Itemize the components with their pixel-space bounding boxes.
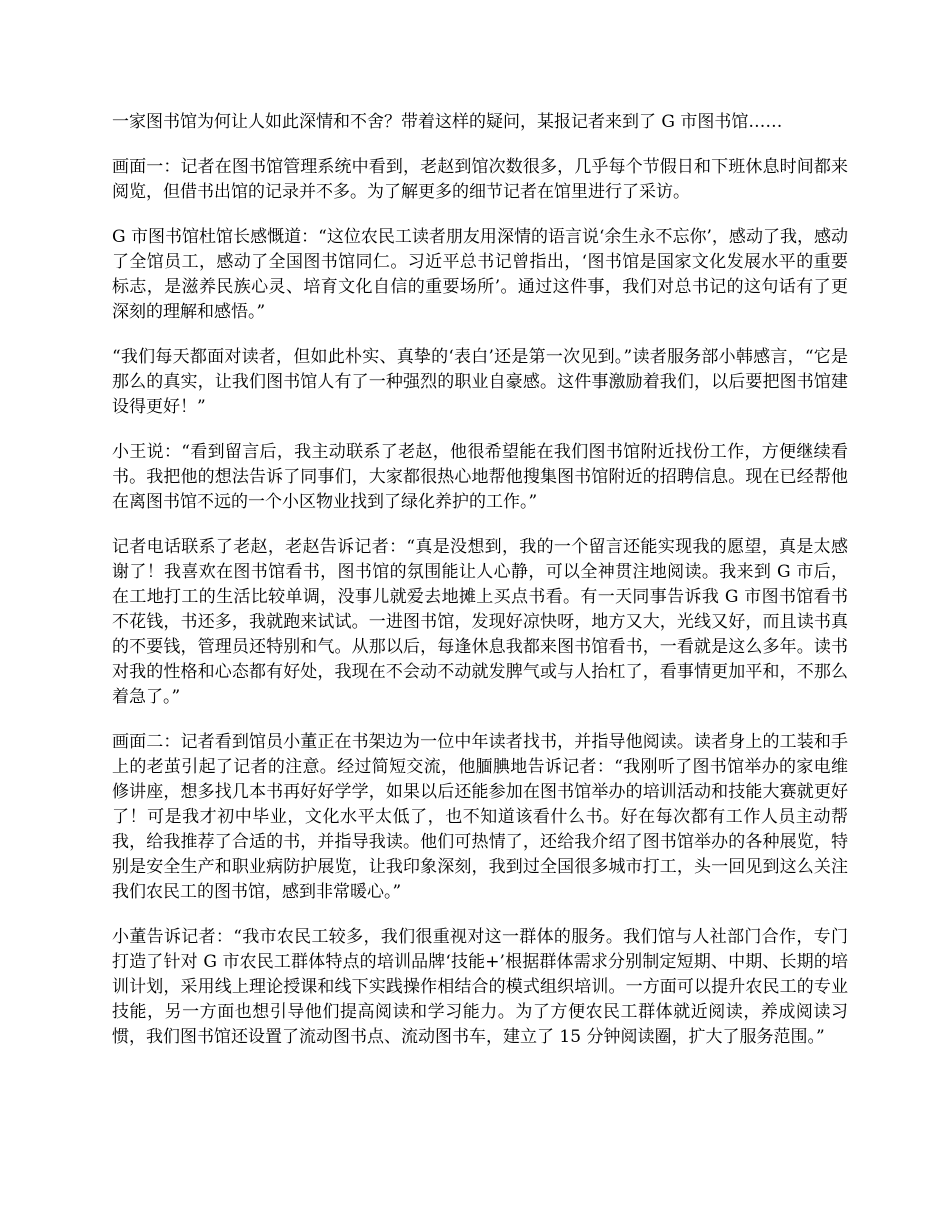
paragraph-scene-one: 画面一：记者在图书馆管理系统中看到，老赵到馆次数很多，几乎每个节假日和下班休息时间都来阅览，但借书出馆的记录并不多。为了解更多的细节记者在馆里进行了采访。 [112, 157, 848, 202]
paragraph-lao-zhao: 记者电话联系了老赵，老赵告诉记者：“真是没想到，我的一个留言还能实现我的愿望，真是太感谢了！我喜欢在图书馆看书，图书馆的氛围能让人心静，可以全神贯注地阅读。我来到 G 市后，在工地打工的生活比较单调，没事儿就爱去地摊上买点书看。有一天同事告诉我 G 市图书馆看书不花钱，书还多，我就跑来试试。一进图书馆，发现好凉快呀，地方又大，光线又好，而且读书真的不要钱，管理员还特别和气。从那以后，每逢休息我都来图书馆看书，一看就是这么多年。读书对我的性格和心态都有好处，我现在不会动不动就发脾气或与人抬杠了，看事情更加平和，不那么着急了。” [112, 537, 848, 707]
paragraph-curator-du: G 市图书馆杜馆长感慨道：“这位农民工读者朋友用深情的语言说‘余生永不忘你’，感动了我，感动了全馆员工，感动了全国图书馆同仁。习近平总书记曾指出，‘图书馆是国家文化发展水平的重要标志，是滋养民族心灵、培育文化自信的重要场所’。通过这件事，我们对总书记的这句话有了更深刻的理解和感悟。” [112, 227, 848, 322]
paragraph-xiao-wang: 小王说：“看到留言后，我主动联系了老赵，他很希望能在我们图书馆附近找份工作，方便继续看书。我把他的想法告诉了同事们，大家都很热心地帮他搜集图书馆附近的招聘信息。现在已经帮他在离图书馆不远的一个小区物业找到了绿化养护的工作。” [112, 442, 848, 512]
paragraph-xiao-dong: 小董告诉记者：“我市农民工较多，我们很重视对这一群体的服务。我们馆与人社部门合作，专门打造了针对 G 市农民工群体特点的培训品牌‘技能+’根据群体需求分别制定短期、中期、长期的培训计划，采用线上理论授课和线下实践操作相结合的模式组织培训。一方面可以提升农民工的专业技能，另一方面也想引导他们提高阅读和学习能力。为了方便农民工群体就近阅读，养成阅读习惯，我们图书馆还设置了流动图书点、流动图书车，建立了 15 分钟阅读圈，扩大了服务范围。” [112, 927, 848, 1047]
document-body [112, 110, 848, 1070]
paragraph-intro: 一家图书馆为何让人如此深情和不舍？带着这样的疑问，某报记者来到了 G 市图书馆…… [112, 112, 783, 132]
paragraph-xiao-han: “我们每天都面对读者，但如此朴实、真挚的‘表白’还是第一次见到。”读者服务部小韩感言，“它是那么的真实，让我们图书馆人有了一种强烈的职业自豪感。这件事激励着我们，以后要把图书馆建设得更好！” [112, 347, 848, 417]
paragraph-scene-two: 画面二：记者看到馆员小董正在书架边为一位中年读者找书，并指导他阅读。读者身上的工装和手上的老茧引起了记者的注意。经过简短交流，他腼腆地告诉记者：“我刚听了图书馆举办的家电维修讲座，想多找几本书再好好学学，如果以后还能参加在图书馆举办的培训活动和技能大赛就更好了！可是我才初中毕业，文化水平太低了，也不知道该看什么书。好在每次都有工作人员主动帮我，给我推荐了合适的书，并指导我读。他们可热情了，还给我介绍了图书馆举办的各种展览，特别是安全生产和职业病防护展览，让我印象深刻，我到过全国很多城市打工，头一回见到这么关注我们农民工的图书馆，感到非常暖心。” [112, 732, 848, 902]
